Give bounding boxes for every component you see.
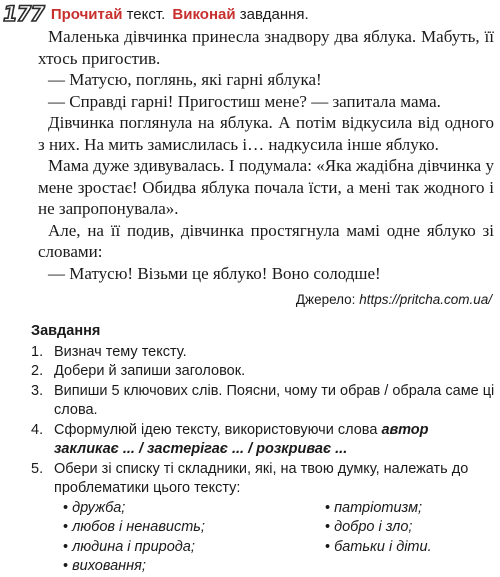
source-label: Джерело: xyxy=(295,292,360,307)
bullet-icon: • xyxy=(63,538,69,555)
option-item xyxy=(63,499,325,519)
tasks-section xyxy=(31,322,495,577)
bullet-icon: • xyxy=(63,519,69,535)
instruction-do-rest: завдання. xyxy=(235,5,309,23)
option-label: людина і природа; xyxy=(72,538,195,555)
option-item xyxy=(63,518,325,538)
instruction-read: Прочитай xyxy=(50,5,123,23)
story-paragraph: — Матусю! Візьми це яблуко! Воно солодше! xyxy=(48,263,381,283)
bullet-icon: • xyxy=(325,499,331,516)
task-item xyxy=(31,343,495,363)
task-text: Обери зі списку ті складники, які, на твою думку, належать до проблематики цього тексту: xyxy=(54,460,469,496)
bullet-icon: • xyxy=(325,519,331,535)
bullet-icon: • xyxy=(63,558,69,574)
option-item xyxy=(63,538,325,558)
task-number: 5. xyxy=(31,460,44,477)
task-text-plain: Сформулюй ідею тексту, використовуючи слова xyxy=(54,421,382,438)
option-item xyxy=(325,518,495,538)
task-item xyxy=(31,362,495,382)
task-text xyxy=(54,421,495,460)
story-paragraph: Мама дуже здивувалась. І подумала: «Яка жадібна дівчинка у мене зростає! Обидва яблука почала їсти, а мені так жодного і не запропонувала». xyxy=(38,156,494,218)
task-number: 3. xyxy=(31,382,44,399)
story-paragraph: Але, на її подив, дівчинка простягнула мамі одне яблуко зі словами: xyxy=(38,220,494,261)
option-item xyxy=(325,499,495,519)
story-paragraph: — Справді гарні! Пригостиш мене? — запитала мама. xyxy=(48,91,441,111)
options-list xyxy=(63,499,495,577)
exercise-header xyxy=(3,2,309,26)
option-label: батьки і діти. xyxy=(334,538,432,555)
bullet-icon: • xyxy=(63,499,69,516)
task-keywords: автор закликає ... / застерігає ... / розкриває ... xyxy=(54,421,429,457)
story-paragraph: Маленька дівчинка принесла знадвору два яблука. Мабуть, її хтось пригостив. xyxy=(38,27,494,68)
task-text: Добери й запиши заголовок. xyxy=(54,363,246,379)
task-number: 4. xyxy=(31,421,44,438)
instruction-read-rest: текст. xyxy=(122,5,170,23)
story-text xyxy=(38,26,494,284)
exercise-number: 177 xyxy=(3,2,44,26)
task-text: Випиши 5 ключових слів. Поясни, чому ти обрав / обрала саме ці слова. xyxy=(54,382,495,418)
bullet-icon: • xyxy=(325,538,331,555)
tasks-title: Завдання xyxy=(31,323,101,339)
task-number: 1. xyxy=(31,343,44,360)
option-label: добро і зло; xyxy=(334,519,413,535)
task-item xyxy=(31,421,495,460)
option-item xyxy=(325,538,495,558)
story-paragraph: — Матусю, поглянь, які гарні яблука! xyxy=(48,70,322,89)
option-label: виховання; xyxy=(72,558,146,574)
source-line xyxy=(296,292,492,307)
instruction-do: Виконай xyxy=(172,5,236,23)
task-item xyxy=(31,382,495,421)
task-item xyxy=(31,460,495,499)
option-label: патріотизм; xyxy=(334,499,423,516)
source-url: https://pritcha.com.ua/ xyxy=(359,292,492,307)
task-text: Визнач тему тексту. xyxy=(54,343,187,360)
option-item xyxy=(63,557,325,577)
option-label: дружба; xyxy=(72,499,126,516)
story-paragraph: Дівчинка поглянула на яблука. А потім відкусила від одного з них. На мить замислилась і… надкусила інше яблуко. xyxy=(38,113,494,154)
task-number: 2. xyxy=(31,363,44,379)
option-label: любов і ненависть; xyxy=(72,519,205,535)
